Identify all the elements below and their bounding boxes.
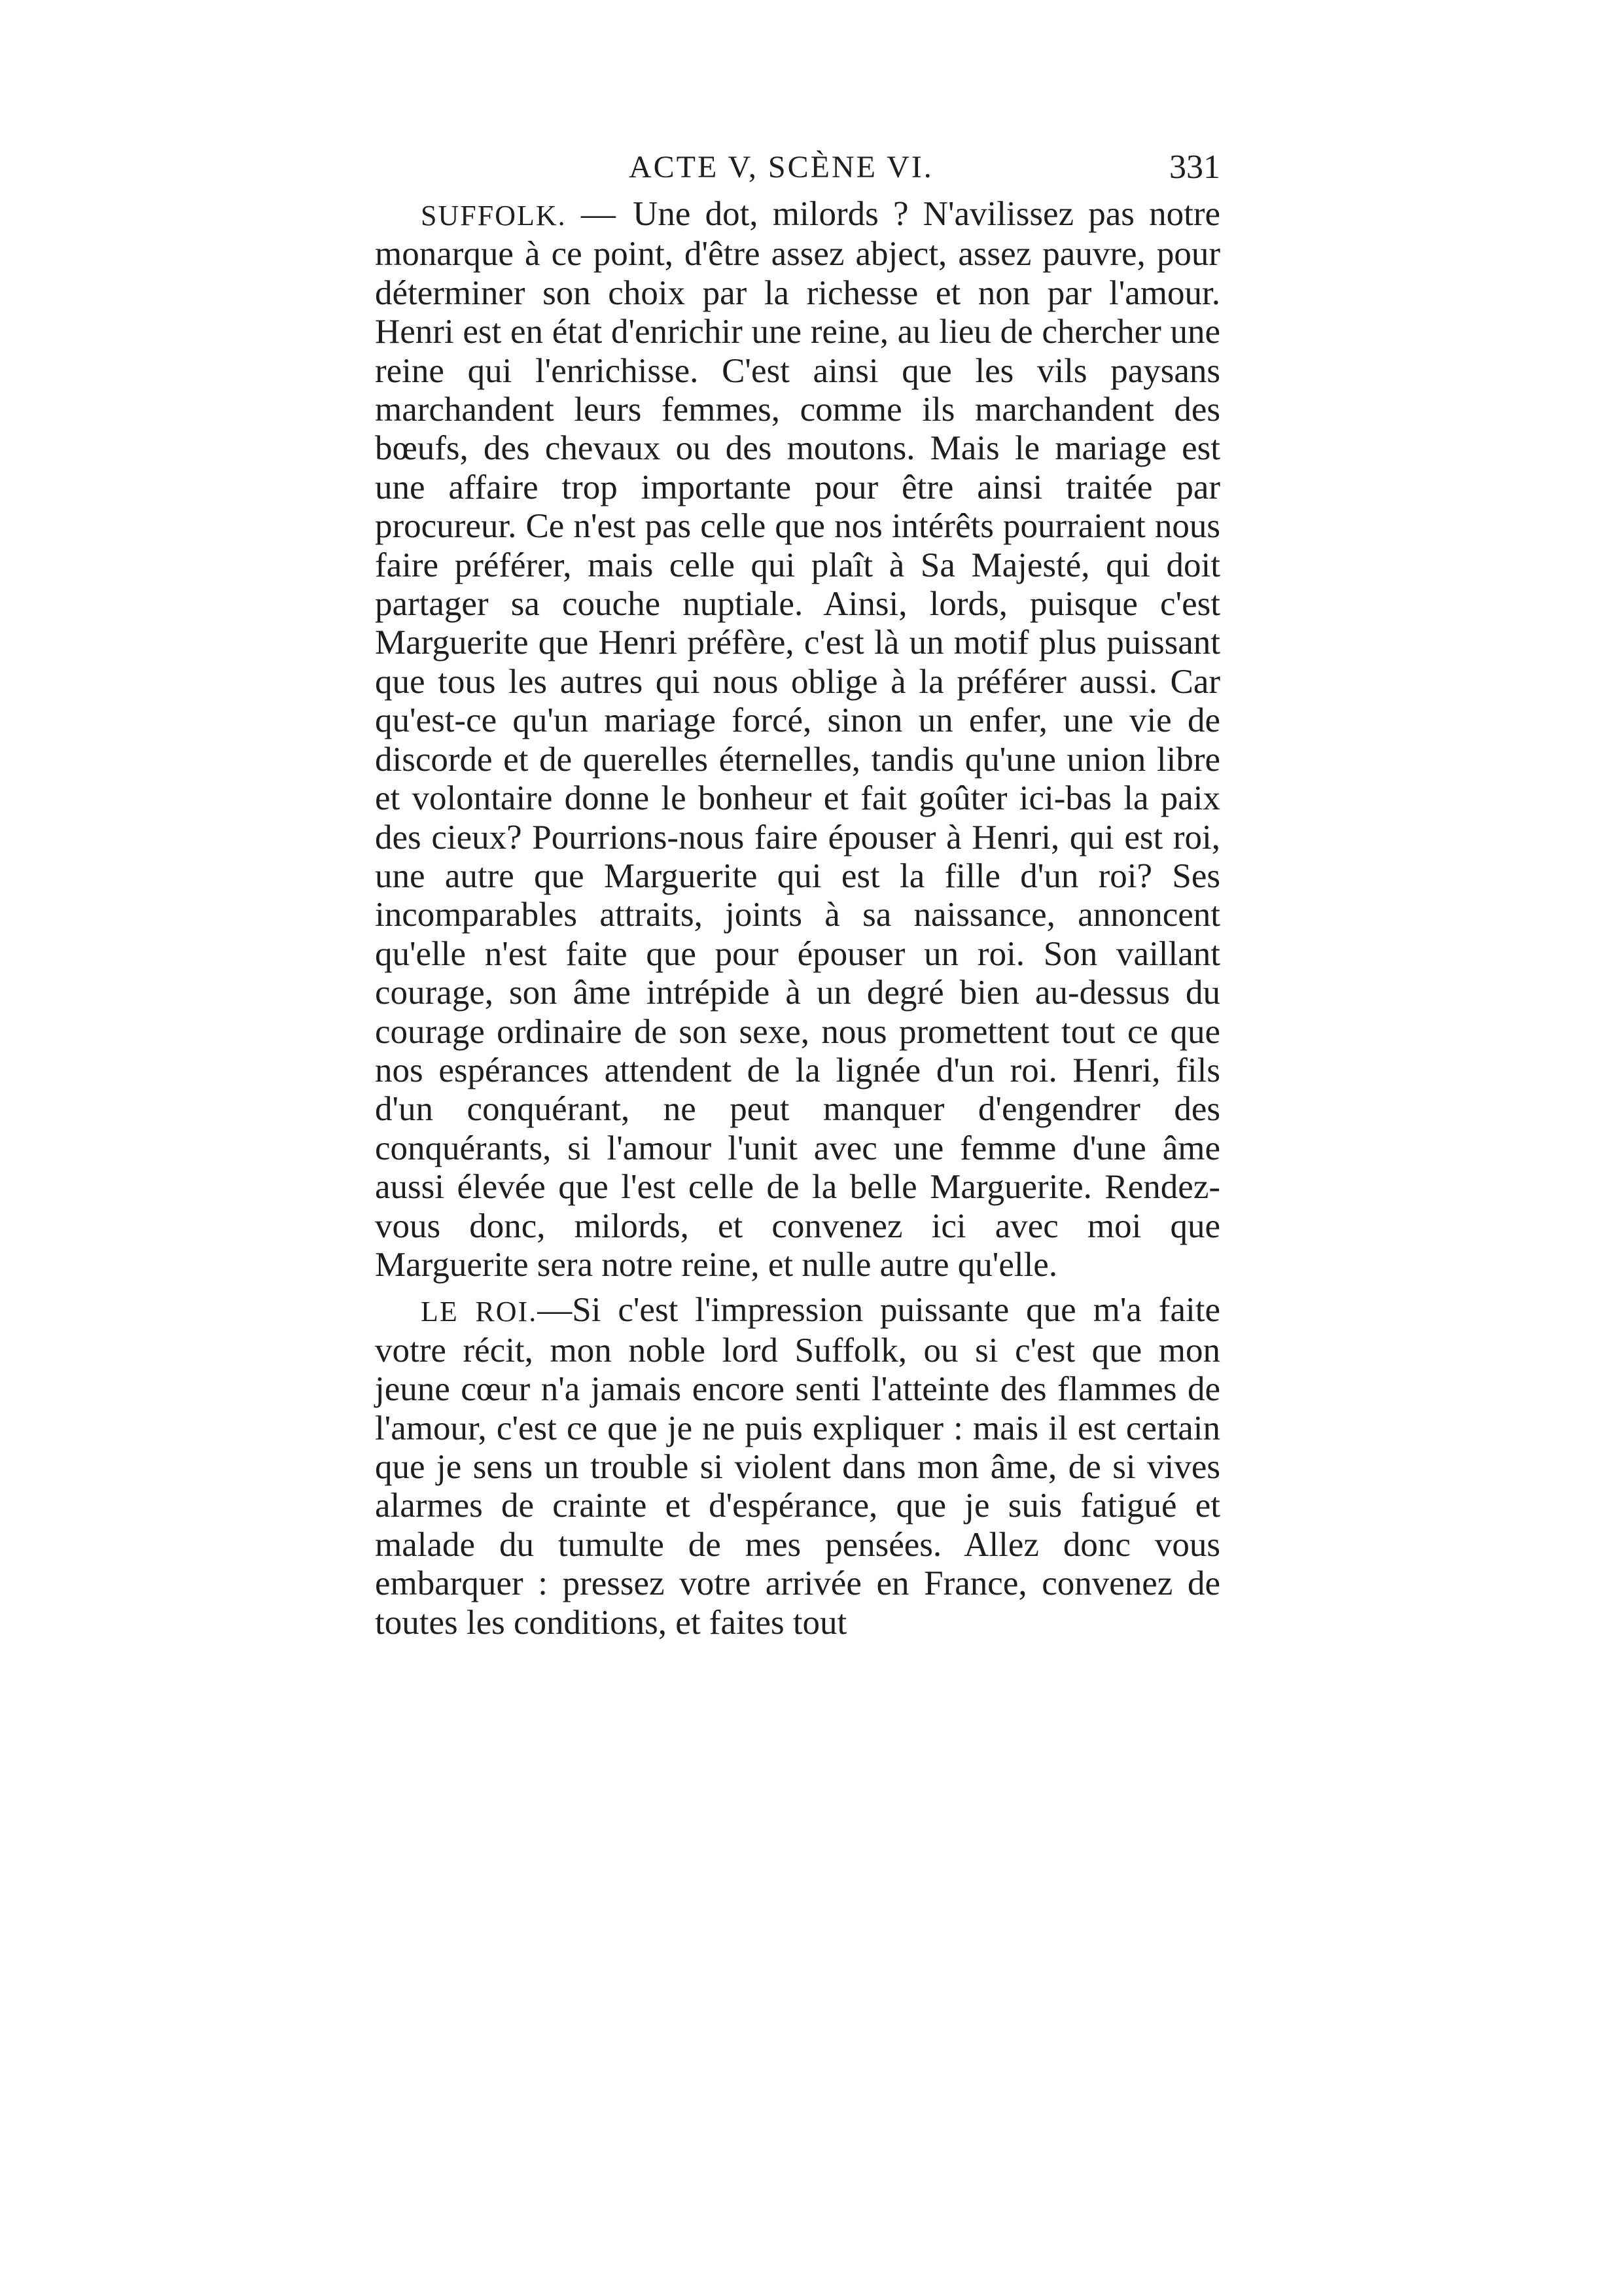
speech-text: Si c'est l'impression puissante que m'a faite votre récit, mon noble lord Suffolk, ou si c'est que mon jeune cœur n'a jamais encore senti l'atteinte des flammes de l'amour, c'est ce que je ne puis expliquer : mais il est certain que je sens un trouble si violent dans mon âme, de si vives alarmes de crainte et d'espérance, que je suis fatigué et malade du tumulte de mes pensées. Allez donc vous embarquer : pressez votre arrivée en France, convenez de toutes les conditions, et faites tout xyxy=(375,1291,1221,1642)
speech-text: Une dot, milords ? N'avilissez pas notre monarque à ce point, d'être assez abject, assez pauvre, pour déterminer son choix par la richesse et non par l'amour. Henri est en état d'enrichir une reine, au lieu de chercher une reine qui l'enrichisse. C'est ainsi que les vils paysans marchandent leurs femmes, comme ils marchandent des bœufs, des chevaux ou des moutons. Mais le mariage est une affaire trop importante pour être ainsi traitée par procureur. Ce n'est pas celle que nos intérêts pourraient nous faire préférer, mais celle qui plaît à Sa Majesté, qui doit partager sa couche nuptiale. Ainsi, lords, puisque c'est Marguerite que Henri préfère, c'est là un motif plus puissant que tous les autres qui nous oblige à la préférer aussi. Car qu'est-ce qu'un mariage forcé, sinon un enfer, une vie de discorde et de querelles éternelles, tandis qu'une union libre et volontaire donne le bonheur et fait goûter ici-bas la paix des cieux? Pourrions-nous faire épouser à Henri, qui est roi, une autre que Marguerite qui est la fille d'un roi? Ses incomparables attraits, joints à sa naissance, annoncent qu'elle n'est faite que pour épouser un roi. Son vaillant courage, son âme intrépide à un degré bien au-dessus du courage ordinaire de son sexe, nous promettent tout ce que nos espérances attendent de la lignée d'un roi. Henri, fils d'un conquérant, ne peut manquer d'engendrer des conquérants, si l'amour l'unit avec une femme d'une âme aussi élevée que l'est celle de la belle Marguerite. Rendez-vous donc, milords, et convenez ici avec moi que Marguerite sera notre reine, et nulle autre qu'elle. xyxy=(375,195,1220,1284)
page-body xyxy=(375,140,1220,1642)
running-title: ACTE V, SCÈNE VI. xyxy=(629,150,934,185)
running-head xyxy=(375,140,1220,195)
speaker-name: SUFFOLK. xyxy=(421,200,567,232)
page-number: 331 xyxy=(1169,149,1220,186)
speech-dash: — xyxy=(537,1291,573,1330)
speech-king xyxy=(375,1291,1220,1642)
speech-dash: — xyxy=(566,195,631,233)
speech-suffolk xyxy=(375,195,1220,1284)
speaker-name: LE ROI. xyxy=(421,1296,538,1328)
